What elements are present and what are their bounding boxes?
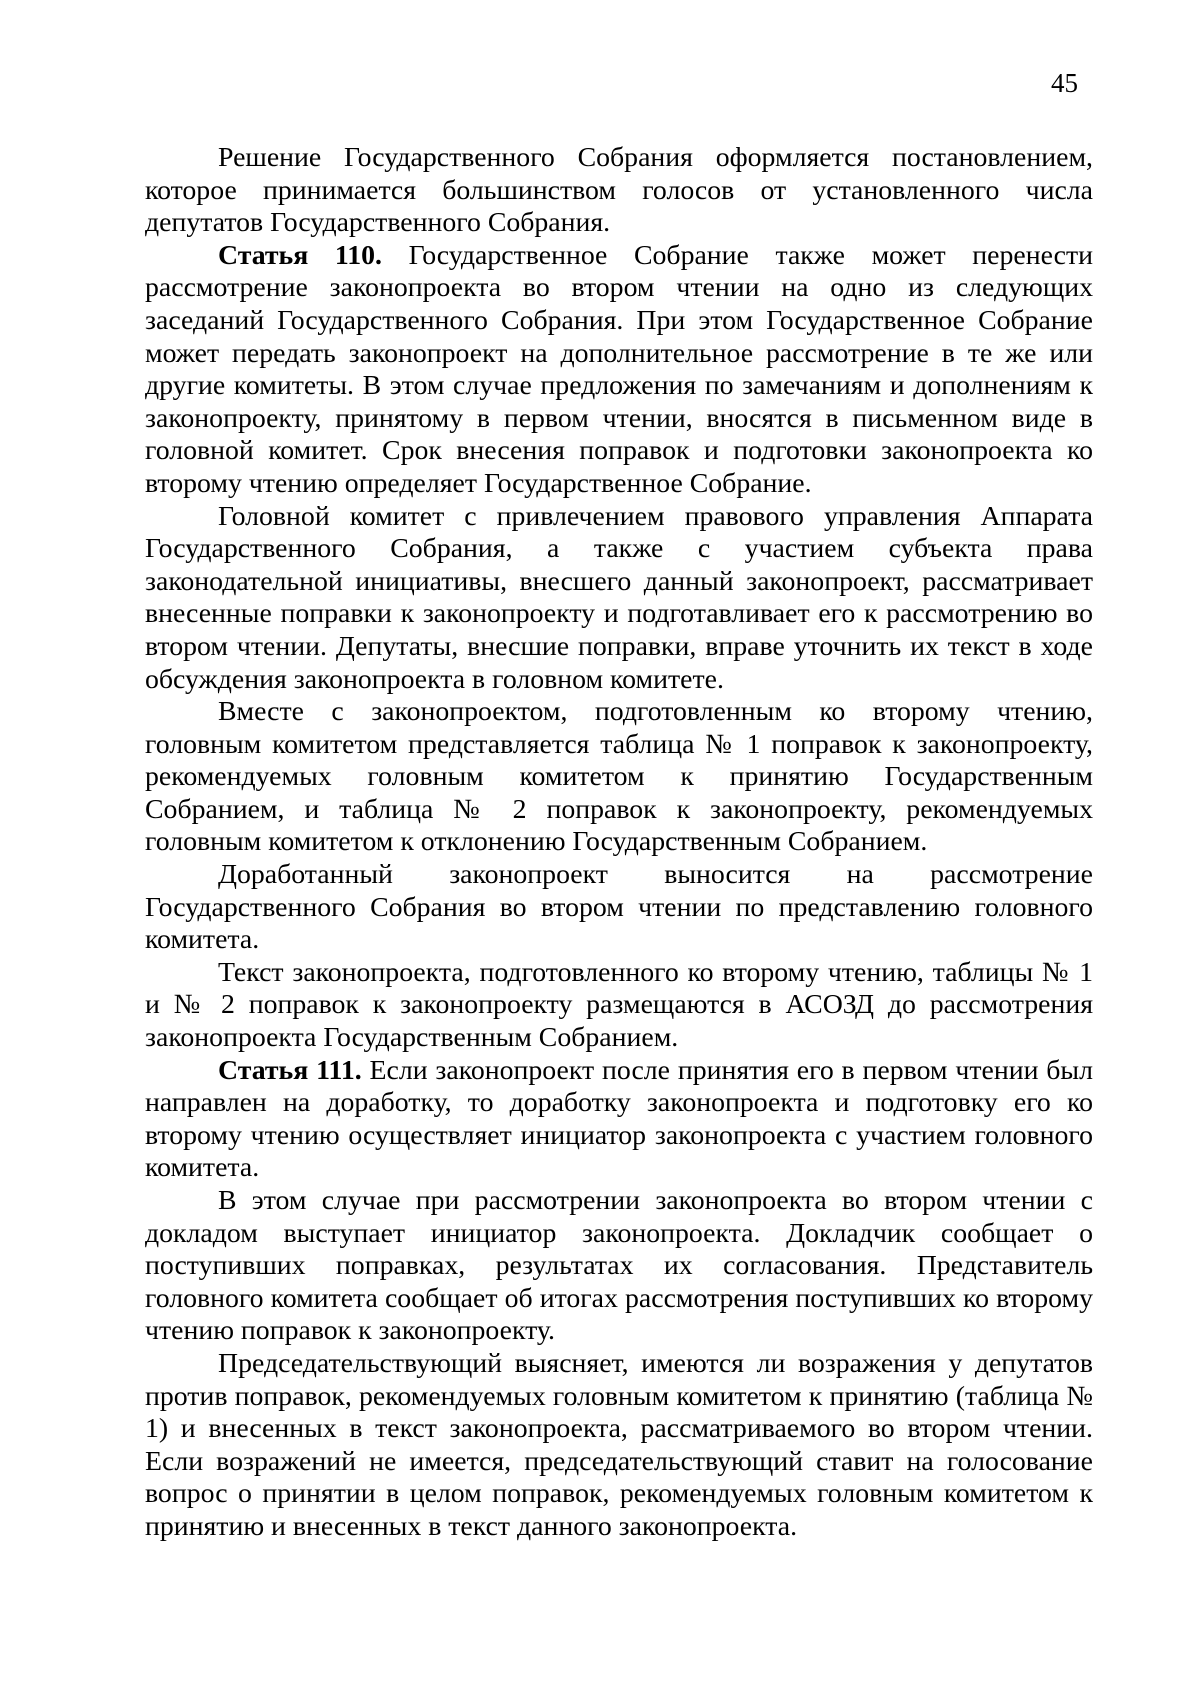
paragraph-text: Головной комитет с привлечением правового управления Аппарата Государственного Собрания, а также с участием субъекта права законодательной инициативы, внесшего данный законопроект, рассматривает внесенные поправки к законопроекту и подготавливает его к рассмотрению во втором чтении. Депутаты, внесшие поправки, вправе уточнить их текст в ходе обсуждения законопроекта в головном комитете. [145, 500, 1093, 695]
paragraph-text: Решение Государственного Собрания оформляется постановлением, которое принимается большинством голосов от установленного числа депутатов Государственного Собрания. [145, 142, 1093, 239]
paragraph-text: В этом случае при рассмотрении законопроекта во втором чтении с докладом выступает инициатор законопроекта. Докладчик сообщает о поступивших поправках, результатах их согласования. Представитель головного комитета сообщает об итогах рассмотрения поступивших ко второму чтению поправок к законопроекту. [145, 1185, 1093, 1347]
paragraph-second-reading-report [145, 1185, 1093, 1348]
paragraph-amendment-tables [145, 696, 1093, 859]
paragraph-text: Доработанный законопроект выносится на рассмотрение Государственного Собрания во втором чтении по представлению головного комитета. [145, 859, 1093, 956]
paragraph-decision [145, 142, 1093, 240]
paragraph-text: Председательствующий выясняет, имеются ли возражения у депутатов против поправок, рекомендуемых головным комитетом к принятию (таблица № 1) и внесенных в текст законопроекта, рассматриваемого во втором чтении. Если возражений не имеется, председательствующий ставит на голосование вопрос о принятии в целом поправок, рекомендуемых головным комитетом к принятию и внесенных в текст данного законопроекта. [145, 1347, 1093, 1542]
paragraph-asozd-publication [145, 957, 1093, 1055]
paragraph-text: Вместе с законопроектом, подготовленным ко второму чтению, головным комитетом представляется таблица № 1 поправок к законопроекту, рекомендуемых головным комитетом к принятию Государственным Собранием, и таблица № 2 поправок к законопроекту, рекомендуемых головным комитетом к отклонению Государственным Собранием. [145, 696, 1093, 858]
article-label-111: Статья 111. [218, 1054, 362, 1086]
document-body [145, 142, 1093, 1544]
article-label-110: Статья 110. [218, 239, 382, 271]
paragraph-article-111 [145, 1055, 1093, 1185]
paragraph-text: Государственное Собрание также может перенести рассмотрение законопроекта во втором чтении на одно из следующих заседаний Государственного Собрания. При этом Государственное Собрание может передать законопроект на дополнительное рассмотрение в те же или другие комитеты. В этом случае предложения по замечаниям и дополнениям к законопроекту, принятому в первом чтении, вносятся в письменном виде в головной комитет. Срок внесения поправок и подготовки законопроекта ко второму чтению определяет Государственное Собрание. [145, 239, 1093, 499]
paragraph-text: Текст законопроекта, подготовленного ко второму чтению, таблицы № 1 и № 2 поправок к законопроекту размещаются в АСОЗД до рассмотрения законопроекта Государственным Собранием. [145, 956, 1093, 1054]
page-number: 45 [1051, 68, 1078, 98]
paragraph-text: Если законопроект после принятия его в первом чтении был направлен на доработку, то доработку законопроекта и подготовку его ко второму чтению осуществляет инициатор законопроекта с участием головного комитета. [145, 1054, 1093, 1184]
paragraph-lead-committee [145, 501, 1093, 697]
paragraph-article-110 [145, 240, 1093, 501]
paragraph-revised-bill [145, 859, 1093, 957]
paragraph-chair-voting [145, 1348, 1093, 1544]
